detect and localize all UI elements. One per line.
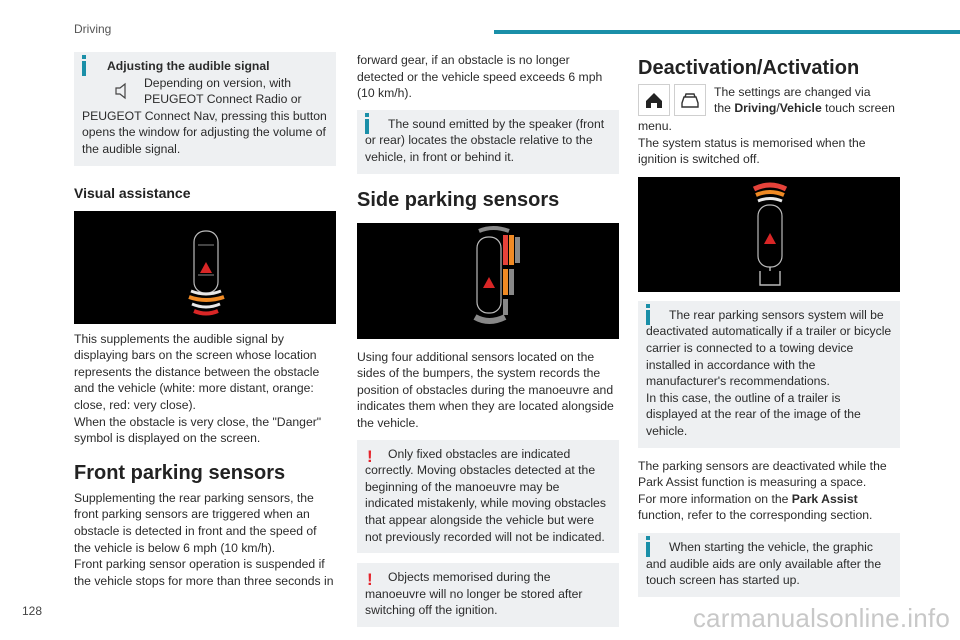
vehicle-icon: [674, 84, 706, 116]
info-trailer-text-1: The rear parking sensors system will be deactivated automatically if a trailer or bicycle carrier is connected to a towing device installed in accordance with the manufacturer's recommendations.: [646, 307, 892, 389]
visual-assist-image: [74, 211, 336, 324]
status-text: The system status is memorised when the ignition is switched off.: [638, 135, 866, 167]
info-box-audible: [74, 52, 336, 166]
warning-text-1: Only fixed obstacles are indicated correctly. Moving obstacles detected at the beginning of the manoeuvre may be indicated mistakenly, while moving obstacles that appear alongside the vehicle but were not previously recorded will not be indicated.: [365, 446, 606, 544]
info-trailer-text-2: In this case, the outline of a trailer is displayed at the rear of the image of the vehicle.: [646, 390, 861, 438]
park-assist-bold: Park Assist: [791, 491, 858, 506]
audible-title: Adjusting the audible signal: [107, 59, 270, 73]
park-assist-text-2-post: function, refer to the corresponding section.: [638, 508, 873, 523]
front-text-1: Supplementing the rear parking sensors, the front parking sensors are triggered when an obstacle is detected in front and the speed of the vehicle is below 6 mph (10 km/h).: [74, 490, 317, 555]
column-1: [74, 52, 336, 589]
info-sound-text: The sound emitted by the speaker (front or rear) locates the obstacle relative to the vehicle, in front or behind it.: [365, 116, 605, 164]
audible-body-b: PEUGEOT Connect Radio or: [144, 92, 302, 107]
header-accent-bar: [494, 30, 960, 34]
settings-menu-vehicle: Vehicle: [779, 101, 822, 115]
info-box-startup: [638, 533, 900, 597]
warning-icon: !: [367, 446, 373, 466]
info-box-sound: [357, 110, 619, 174]
settings-text-a: The settings are changed via: [714, 85, 871, 99]
visual-text-2: When the obstacle is very close, the "Danger" symbol is displayed on the screen.: [74, 414, 322, 446]
settings-text-b-post: touch screen: [821, 101, 895, 115]
park-assist-text-2: [638, 491, 900, 524]
warning-text-2: Objects memorised during the manoeuvre will no longer be stored after switching off the ignition.: [365, 570, 583, 618]
page-header-section: Driving: [74, 22, 112, 36]
deactivation-heading: Deactivation/Activation: [638, 57, 860, 79]
home-icon: [638, 84, 670, 116]
info-icon: [646, 310, 650, 325]
park-assist-text-1: The parking sensors are deactivated while the Park Assist function is measuring a space.: [638, 458, 887, 490]
warning-box-fixed-obstacles: [357, 440, 619, 554]
continued-text: forward gear, if an obstacle is no longer detected or the vehicle speed exceeds 6 mph (10 km/h).: [357, 53, 603, 101]
info-startup-text: When starting the vehicle, the graphic and audible aids are only available after the touch screen has started up.: [646, 539, 882, 588]
car-side-zones-graphic: [357, 223, 619, 339]
visual-text-1: This supplements the audible signal by displaying bars on the screen whose location represents the distance between the obstacle and the vehicle (white: more distant, orange: close, red: very close).: [74, 331, 320, 412]
audible-body-c: PEUGEOT Connect Nav, pressing this button opens the window for adjusting the volume of the audible signal.: [82, 108, 327, 156]
page-number: 128: [22, 604, 43, 618]
front-text-2: Front parking sensor operation is suspended if the vehicle stops for more than three seconds in: [74, 557, 334, 588]
warning-icon: !: [367, 570, 373, 590]
car-rear-bars-graphic: [74, 211, 336, 324]
settings-text-b-pre: the: [714, 101, 735, 115]
settings-menu-driving: Driving: [734, 101, 777, 115]
warning-box-memorised: [357, 563, 619, 627]
column-2: [357, 52, 619, 627]
side-sensors-heading: Side parking sensors: [357, 188, 560, 211]
info-icon: [365, 119, 369, 134]
front-sensors-heading: Front parking sensors: [74, 461, 286, 484]
settings-row: [638, 84, 900, 118]
settings-text-b-sep: /: [776, 101, 780, 115]
park-assist-text-2-pre: For more information on the: [638, 491, 792, 506]
column-3: [638, 56, 900, 597]
car-trailer-graphic: [638, 177, 900, 292]
watermark: carmanualsonline.info: [692, 603, 950, 633]
side-text: Using four additional sensors located on the sides of the bumpers, the system records the position of obstacles during the manoeuvre and indicates them when they are located alongside the vehicle.: [357, 349, 614, 430]
trailer-image: [638, 177, 900, 292]
info-box-trailer: [638, 301, 900, 448]
info-icon: [646, 542, 650, 557]
settings-text-c: menu.: [638, 119, 672, 133]
audible-body-a: Depending on version, with: [144, 75, 292, 90]
side-sensors-image: [357, 223, 619, 339]
speaker-icon: [112, 80, 134, 102]
settings-text-b: [714, 100, 895, 117]
visual-heading: Visual assistance: [74, 184, 191, 201]
